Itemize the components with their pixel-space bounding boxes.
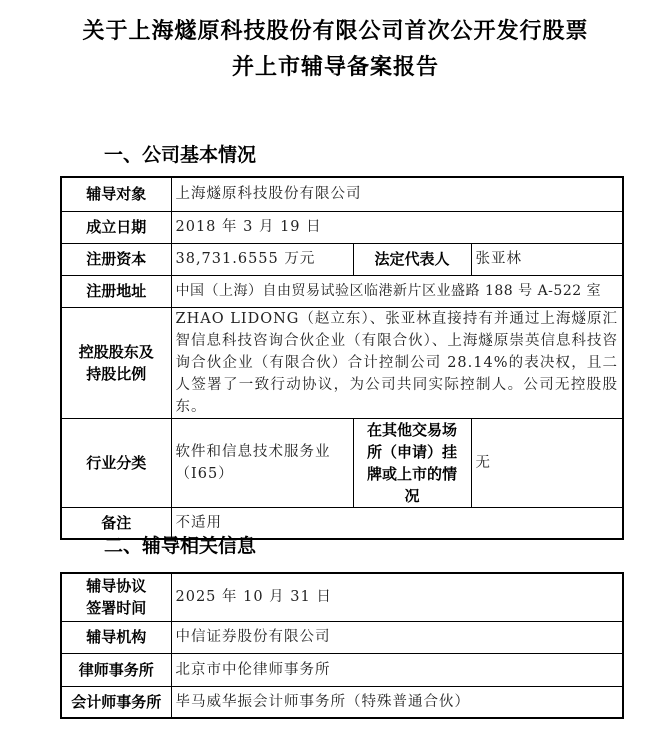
target-label: 辅导对象: [61, 177, 171, 211]
table-row: [61, 573, 623, 621]
other-listing-value: 无: [471, 418, 623, 507]
table-row: [61, 177, 623, 211]
table-row: [61, 243, 623, 275]
shareholders-value: ZHAO LIDONG（赵立东）、张亚林直接持有并通过上海燧原汇智信息科技咨询合伙企业（有限合伙）、上海燧原崇英信息科技咨询合伙企业（有限合伙）合计控制公司 28.14%的表决权，且二人签署了一致行动协议，为公司共同实际控制人。公司无控股股东。: [171, 307, 623, 418]
remarks-value: 不适用: [171, 507, 623, 539]
legal-rep-value: 张亚林: [471, 243, 623, 275]
table-row: [61, 686, 623, 718]
agreement-value: 2025 年 10 月 31 日: [171, 573, 623, 621]
accounting-label: 会计师事务所: [61, 686, 171, 718]
table-row: [61, 275, 623, 307]
law-firm-value: 北京市中伦律师事务所: [171, 653, 623, 686]
law-firm-label: 律师事务所: [61, 653, 171, 686]
institution-label: 辅导机构: [61, 621, 171, 653]
report-title-line1: 关于上海燧原科技股份有限公司首次公开发行股票: [82, 18, 589, 44]
section2-heading: 二、辅导相关信息: [104, 535, 257, 557]
target-value: 上海燧原科技股份有限公司: [171, 177, 623, 211]
table-row: [61, 621, 623, 653]
table-row: [61, 211, 623, 243]
tutoring-info-table: [60, 572, 624, 719]
industry-value: 软件和信息技术服务业（I65）: [171, 418, 353, 507]
legal-rep-label: 法定代表人: [353, 243, 471, 275]
capital-value: 38,731.6555 万元: [171, 243, 353, 275]
founded-label: 成立日期: [61, 211, 171, 243]
shareholders-label: 控股股东及持股比例: [61, 307, 171, 418]
table-row: [61, 307, 623, 418]
institution-value: 中信证券股份有限公司: [171, 621, 623, 653]
table-row: [61, 418, 623, 507]
capital-label: 注册资本: [61, 243, 171, 275]
report-title-line2: 并上市辅导备案报告: [231, 54, 439, 80]
company-info-table: [60, 176, 624, 540]
address-label: 注册地址: [61, 275, 171, 307]
other-listing-label: 在其他交易场所（申请）挂牌或上市的情况: [353, 418, 471, 507]
founded-value: 2018 年 3 月 19 日: [171, 211, 623, 243]
remarks-label: 备注: [61, 507, 171, 539]
agreement-label: 辅导协议签署时间: [61, 573, 171, 621]
section1-heading: 一、公司基本情况: [104, 144, 257, 166]
accounting-value: 毕马威华振会计师事务所（特殊普通合伙）: [171, 686, 623, 718]
table-row: [61, 653, 623, 686]
industry-label: 行业分类: [61, 418, 171, 507]
address-value: 中国（上海）自由贸易试验区临港新片区业盛路 188 号 A-522 室: [171, 275, 623, 307]
